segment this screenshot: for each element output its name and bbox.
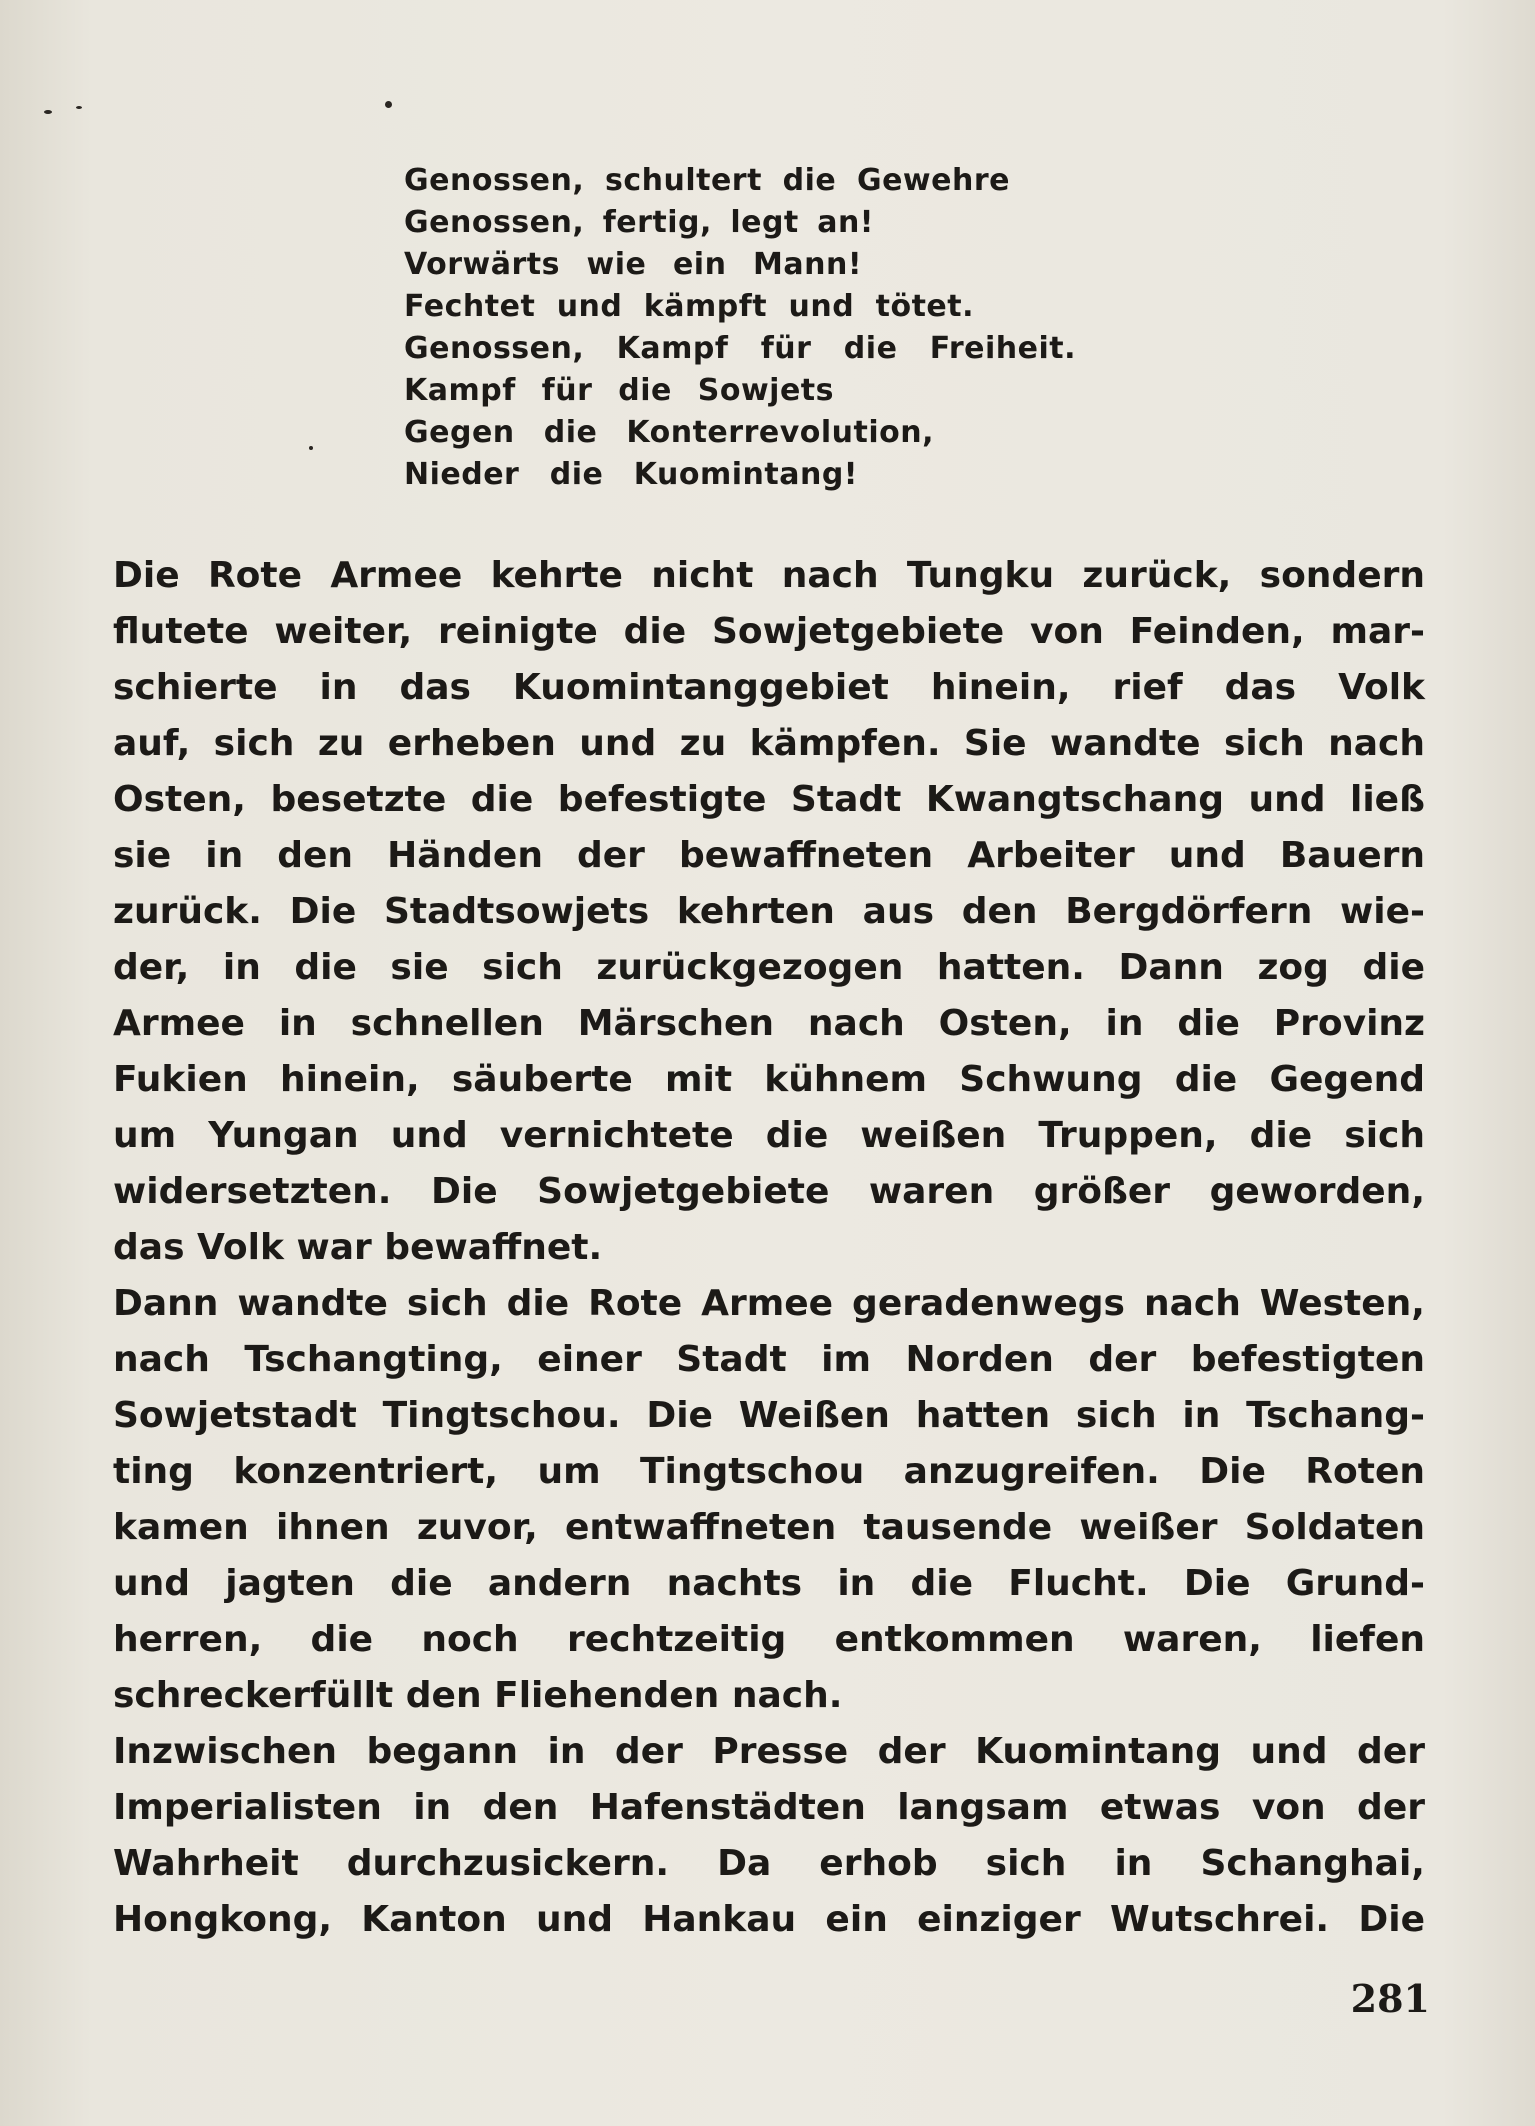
prose-line: Hongkong, Kanton und Hankau ein einziger Wutschrei. Die [113, 1899, 1425, 1940]
ink-speck [44, 110, 52, 114]
ink-speck [309, 446, 313, 450]
prose-line: Inzwischen begann in der Presse der Kuomintang und der [113, 1731, 1425, 1772]
prose-line: nach Tschangting, einer Stadt im Norden der befestigten [113, 1339, 1425, 1380]
poem-line: Genossen, fertig, legt an! [404, 205, 874, 240]
prose-line: Imperialisten in den Hafenstädten langsam etwas von der [113, 1787, 1425, 1828]
prose-line: sie in den Händen der bewaffneten Arbeiter und Bauern [113, 835, 1425, 876]
poem-line: Nieder die Kuomintang! [404, 457, 858, 492]
poem-line: Kampf für die Sowjets [404, 373, 834, 408]
poem-line: Genossen, Kampf für die Freiheit. [404, 331, 1076, 366]
poem-line: Vorwärts wie ein Mann! [404, 247, 862, 282]
prose-line: Osten, besetzte die befestigte Stadt Kwangtschang und ließ [113, 779, 1425, 820]
prose-line: auf, sich zu erheben und zu kämpfen. Sie wandte sich nach [113, 723, 1425, 764]
prose-line: Dann wandte sich die Rote Armee geradenwegs nach Westen, [113, 1283, 1425, 1324]
prose-line: ting konzentriert, um Tingtschou anzugreifen. Die Roten [113, 1451, 1425, 1492]
prose-line: herren, die noch rechtzeitig entkommen waren, liefen [113, 1619, 1425, 1660]
prose-line: um Yungan und vernichtete die weißen Truppen, die sich [113, 1115, 1425, 1156]
prose-line: kamen ihnen zuvor, entwaffneten tausende weißer Soldaten [113, 1507, 1425, 1548]
prose-line: der, in die sie sich zurückgezogen hatten. Dann zog die [113, 947, 1425, 988]
poem-line: Fechtet und kämpft und tötet. [404, 289, 974, 324]
prose-line: schierte in das Kuomintanggebiet hinein, rief das Volk [113, 667, 1425, 708]
prose-line: das Volk war bewaffnet. [113, 1227, 603, 1268]
prose-line: Fukien hinein, säuberte mit kühnem Schwung die Gegend [113, 1059, 1425, 1100]
prose-line: und jagten die andern nachts in die Flucht. Die Grund- [113, 1563, 1425, 1604]
prose-line: flutete weiter, reinigte die Sowjetgebiete von Feinden, mar- [113, 611, 1425, 652]
poem-line: Gegen die Konterrevolution, [404, 415, 934, 450]
poem-line: Genossen, schultert die Gewehre [404, 163, 1010, 198]
prose-line: widersetzten. Die Sowjetgebiete waren größer geworden, [113, 1171, 1425, 1212]
prose-line: Armee in schnellen Märschen nach Osten, in die Provinz [113, 1003, 1425, 1044]
prose-line: zurück. Die Stadtsowjets kehrten aus den Bergdörfern wie- [113, 891, 1425, 932]
ink-speck [76, 106, 82, 109]
prose-line: schreckerfüllt den Fliehenden nach. [113, 1675, 843, 1716]
prose-body [113, 548, 1425, 1948]
prose-line: Wahrheit durchzusickern. Da erhob sich in Schanghai, [113, 1843, 1425, 1884]
prose-line: Sowjetstadt Tingtschou. Die Weißen hatten sich in Tschang- [113, 1395, 1425, 1436]
page-number: 281 [1350, 1976, 1430, 2021]
poem-stanza [404, 160, 1164, 496]
ink-speck [385, 101, 392, 108]
prose-line: Die Rote Armee kehrte nicht nach Tungku zurück, sondern [113, 555, 1425, 596]
